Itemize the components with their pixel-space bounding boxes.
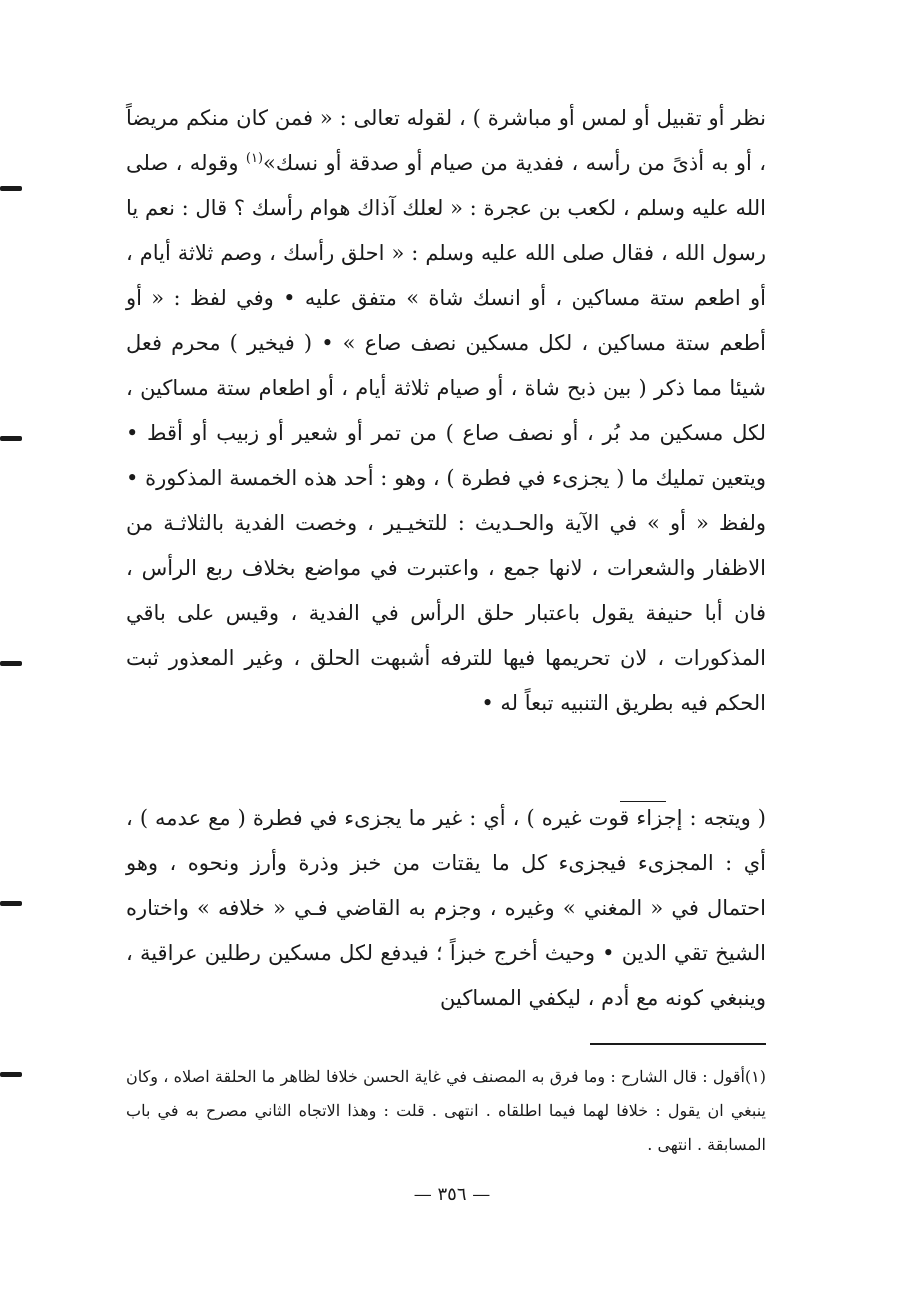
paragraph-1-continuation: وقوله ، صلى الله عليه وسلم ، لكعب بن عجرة : « لعلك آذاك هوام رأسك ؟ قال : نعم يا رسول الله ، فقال صلى الله عليه وسلم : « احلق رأسك ، وصم ثلاثة أيام ، أو اطعم ستة مساكين ، أو انسك شاة » متفق عليه • وفي لفظ : « أو أطعم ستة مساكين ، لكل مسكين نصف صاع » • ( فيخير ) محرم فعل شيئا مما ذكر ( بين ذبح شاة ، أو صيام ثلاثة أيام ، أو اطعام ستة مساكين ، لكل مسكين مد بُر ، أو نصف صاع ) من تمر أو شعير أو زبيب أو أقط • ويتعين تمليك ما ( يجزىء في فطرة ) ، وهو : أحد هذه الخمسة المذكورة • ولفظ « أو » في الآية والحـديث : للتخيـير ، وخصت الفدية بالثلاثـة من الاظفار والشعرات ، لانها جمع ، واعتبرت في مواضع بخلاف ربع الرأس ، فان أبا حنيفة يقول باعتبار حلق الرأس في الفدية ، وقيس على باقي المذكورات ، لان تحريمها فيها للترفه أشبهت الحلق ، وغير المعذور ثبت الحكم فيه بطريق التنبيه تبعاً له • xyxy=(126,151,766,715)
main-paragraph-1 xyxy=(126,96,766,726)
footnote-text: (١)أقول : قال الشارح : وما فرق به المصنف في غاية الحسن خلافا لظاهر ما الحلقة اصلاه ، وكان ينبغي ان يقول : خلافا لهما فيما اطلقاه . انتهى . قلت : وهذا الاتجاه الثاني مصرح به في باب المسابقة . انتهى . xyxy=(126,1067,766,1154)
footnote-separator xyxy=(590,1043,766,1045)
main-paragraph-2: ( ويتجه : إجزاء قوت غيره ) ، أي : غير ما يجزىء في فطرة ( مع عدمه ) ، أي : المجزىء فيجزىء كل ما يقتات من خبز وذرة وأرز ونحوه ، وهو احتمال في « المغني » وغيره ، وجزم به القاضي فـي « خلافه » واختاره الشيخ تقي الدين • وحيث أخرج خبزاً ؛ فيدفع لكل مسكين رطلين عراقية ، وينبغي كونه مع أدم ، ليكفي المساكين xyxy=(126,806,766,1010)
paragraph-1-text: نظر أو تقبيل أو لمس أو مباشرة ) ، لقوله تعالى : « فمن كان منكم مريضاً ، أو به أذىً من رأسه ، ففدية من صيام أو صدقة أو نسك» xyxy=(126,106,767,175)
page-number: — ٣٥٦ — xyxy=(413,1184,491,1205)
margin-mark xyxy=(0,661,22,666)
margin-mark xyxy=(0,1072,22,1077)
footnote-reference: (١) xyxy=(245,151,264,166)
margin-mark xyxy=(0,186,22,191)
margin-mark xyxy=(0,436,22,441)
margin-mark xyxy=(0,901,22,906)
